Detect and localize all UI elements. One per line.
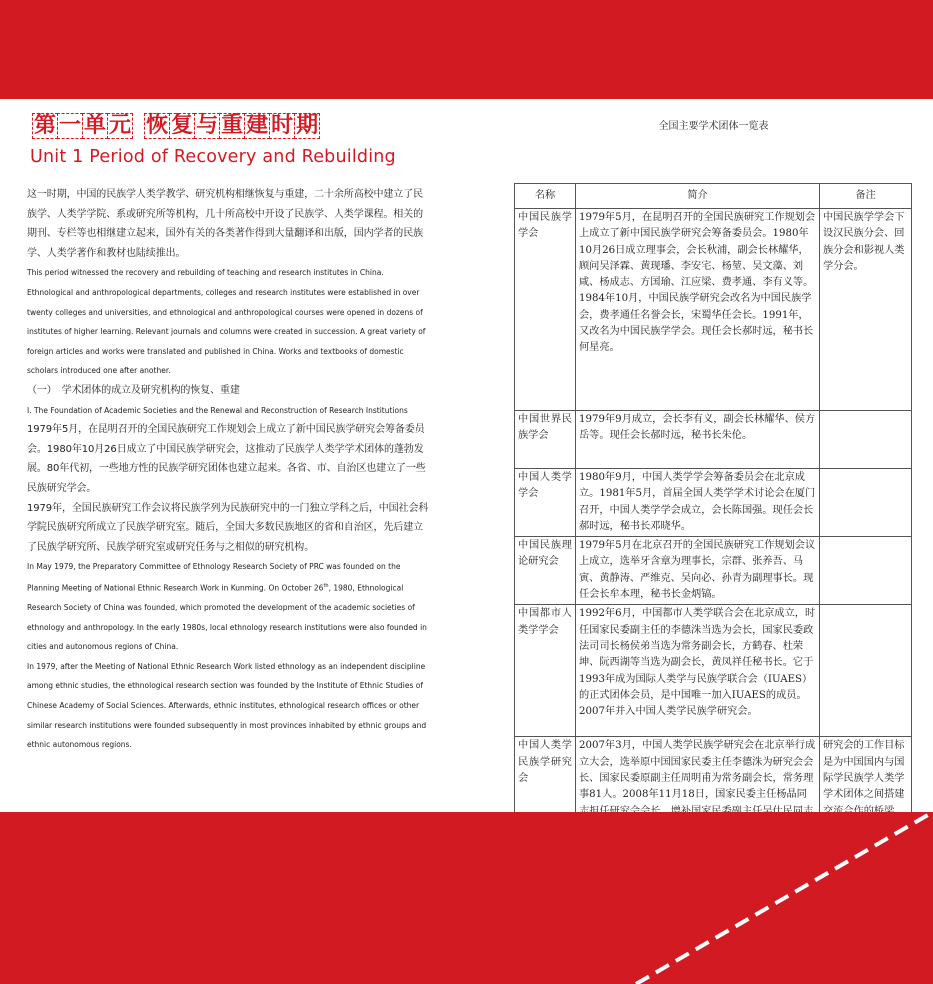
table-header-row (515, 184, 912, 209)
society-desc: 1979年5月在北京召开的全国民族研究工作规划会议上成立，选举牙含章为理事长，宗群、张养吾、马寅、黄静涛、严维克、吴向必、孙青为副理事长。现任会长牟本理，秘书长金炳镐。 (576, 537, 820, 605)
title-char: 单 (84, 113, 107, 138)
society-note (820, 537, 912, 605)
dashed-diagonal-line (0, 812, 933, 984)
section-heading-cn: （一） 学术团体的成立及研究机构的恢复、重建 (27, 384, 240, 396)
unit-title-en: Unit 1 Period of Recovery and Rebuilding (30, 147, 396, 167)
title-char: 与 (196, 113, 219, 138)
table-body (515, 209, 912, 838)
header-name: 名称 (515, 184, 576, 209)
table-title: 全国主要学术团体一览表 (658, 121, 769, 132)
title-spacer (132, 113, 144, 139)
top-red-band (0, 0, 933, 99)
title-char: 期 (296, 113, 319, 138)
title-char: 时 (271, 113, 294, 138)
society-name: 中国都市人类学学会 (515, 605, 576, 737)
society-note (820, 469, 912, 537)
title-char: 恢 (146, 113, 169, 138)
society-note (820, 411, 912, 469)
title-char: 复 (171, 113, 194, 138)
title-char: 第 (34, 113, 57, 138)
table-row (515, 469, 912, 537)
society-name: 中国民族学学会 (515, 209, 576, 411)
section-heading-en: I. The Foundation of Academic Societies and the Renewal and Reconstruction of Research Institutions (27, 405, 408, 415)
society-name: 中国人类学民族学研究会 (515, 737, 576, 838)
society-name: 中国民族理论研究会 (515, 537, 576, 605)
society-desc: 1980年9月，中国人类学学会筹备委员会在北京成立。1981年5月，首届全国人类学学术讨论会在厦门召开，中国人类学学会成立，会长陈国强。现任会长郝时远，秘书长邓晓华。 (576, 469, 820, 537)
paragraph-2-cn: 1979年5月，在昆明召开的全国民族研究工作规划会上成立了新中国民族学研究会筹备委员会。1980年10月26日成立了中国民族学研究会，这推动了民族学人类学学术团体的蓬勃发展。80年代初，一些地方性的民族学研究团体也建立起来。各省、市、自治区也建立了一些民族研究学会。 (27, 424, 426, 494)
paragraph-4-en: In May 1979, the Preparatory Committee of Ethnology Research Society of PRC was founded on the Planning Meeting of National Ethnic Research Work in Kunming. On October 26th, 1980, Ethnological Research Society of China was founded, which promoted the development of the academic societies of ethnology and anthropology. In the early 1980s, local ethnology research institutions were also founded in cities and autonomous regions of China. (27, 562, 427, 652)
society-note (820, 605, 912, 737)
table-row (515, 411, 912, 469)
table-row (515, 209, 912, 411)
societies-table (514, 183, 912, 838)
intro-paragraph-en: This period witnessed the recovery and rebuilding of teaching and research institutes in China. Ethnological and anthropological departments, colleges and research institutes were established in over twenty colleges and universities, and ethnological and anthropological courses were opened in dozens of institutes of higher learning. Relevant journals and columns were created in succession. A great variety of foreign articles and works were translated and published in China. Works and textbooks of domestic scholars introduced one after another. (27, 268, 426, 376)
bottom-red-band (0, 812, 933, 984)
unit-title-cn (32, 113, 319, 139)
ordinal-suffix: th (323, 582, 329, 589)
intro-paragraph-cn: 这一时期，中国的民族学人类学教学、研究机构相继恢复与重建，二十余所高校中建立了民族学、人类学学院、系或研究所等机构，几十所高校中开设了民族学、人类学课程。相关的期刊、专栏等也相继建立起来，国外有关的各类著作得到大量翻译和出版，国内学者的民族学、人类学著作和教材也陆续推出。 (27, 189, 423, 259)
paragraph-5-en: In 1979, after the Meeting of National Ethnic Research Work listed ethnology as an independent discipline among ethnic studies, the ethnological research section was founded by the Institute of Ethnic Studies of Chinese Academy of Social Sciences. Afterwards, ethnic institutes, ethnological research offices or other similar research institutions were founded subsequently in most provinces inhabited by ethnic groups and ethnic autonomous regions. (27, 661, 427, 750)
society-name: 中国世界民族学会 (515, 411, 576, 469)
table-row (515, 605, 912, 737)
header-desc: 简介 (576, 184, 820, 209)
title-char: 重 (221, 113, 244, 138)
society-note: 研究会的工作目标是为中国国内与国际学民族学人类学学术团体之间搭建 (820, 737, 912, 838)
title-char: 元 (109, 113, 132, 138)
title-char: 一 (59, 113, 82, 138)
body-text (27, 185, 432, 755)
society-desc: 1979年9月成立，会长李有义，副会长林耀华、侯方岳等。现任会长郝时远，秘书长朱伦。 (576, 411, 820, 469)
society-desc: 1992年6月，中国都市人类学联合会在北京成立，时任国家民委副主任的李德洙当选为会长，国家民委政法司司长杨侯弟当选为常务副会长，方鹤春、杜荣坤、阮西湖等当选为副会长，黄凤祥任秘书长。它于1993年成为国际人类学与民族学联合会（IUAES）的正式团体会员，是中国唯一加入IUAES的成员。2007年并入中国人类学民族学研究会。 (576, 605, 820, 737)
table-row (515, 537, 912, 605)
society-desc: 1979年5月，在昆明召开的全国民族研究工作规划会上成立了新中国民族学研究会筹备委员会。1980年10月26日成立理事会，会长秋浦，副会长林耀华，顾问吴泽霖、黄现璠、李安宅、杨堃、吴文藻、刘咸、杨成志、方国瑜、江应梁、费孝通、李有义等。1984年10月，中国民族学研究会改名为中国民族学会，费孝通任名誉会长，宋蜀华任会长。1991年，又改名为中国民族学学会。现任会长郝时远，秘书长何星亮。 (576, 209, 820, 411)
header-note: 备注 (820, 184, 912, 209)
society-note: 中国民族学学会下设汉民族分会、回族分会和影视人类学分会。 (820, 209, 912, 411)
title-char: 建 (246, 113, 269, 138)
society-desc: 2007年3月，中国人类学民族学研究会在北京举行成立大会，选举原中国国家民委主任李德洙为研究会会长、国家民委原副主任周明甫为常务副会长，常务理事81人。2008年11月18日，国家民委主任杨晶同 (576, 737, 820, 838)
paragraph-3-cn: 1979年，全国民族研究工作会议将民族学列为民族研究中的一门独立学科之后，中国社会科学院民族研究所成立了民族学研究室。随后，全国大多数民族地区的省和自治区，先后建立了民族学研究所、民族学研究室或研究任务与之相似的研究机构。 (27, 502, 429, 553)
society-name: 中国人类学学会 (515, 469, 576, 537)
